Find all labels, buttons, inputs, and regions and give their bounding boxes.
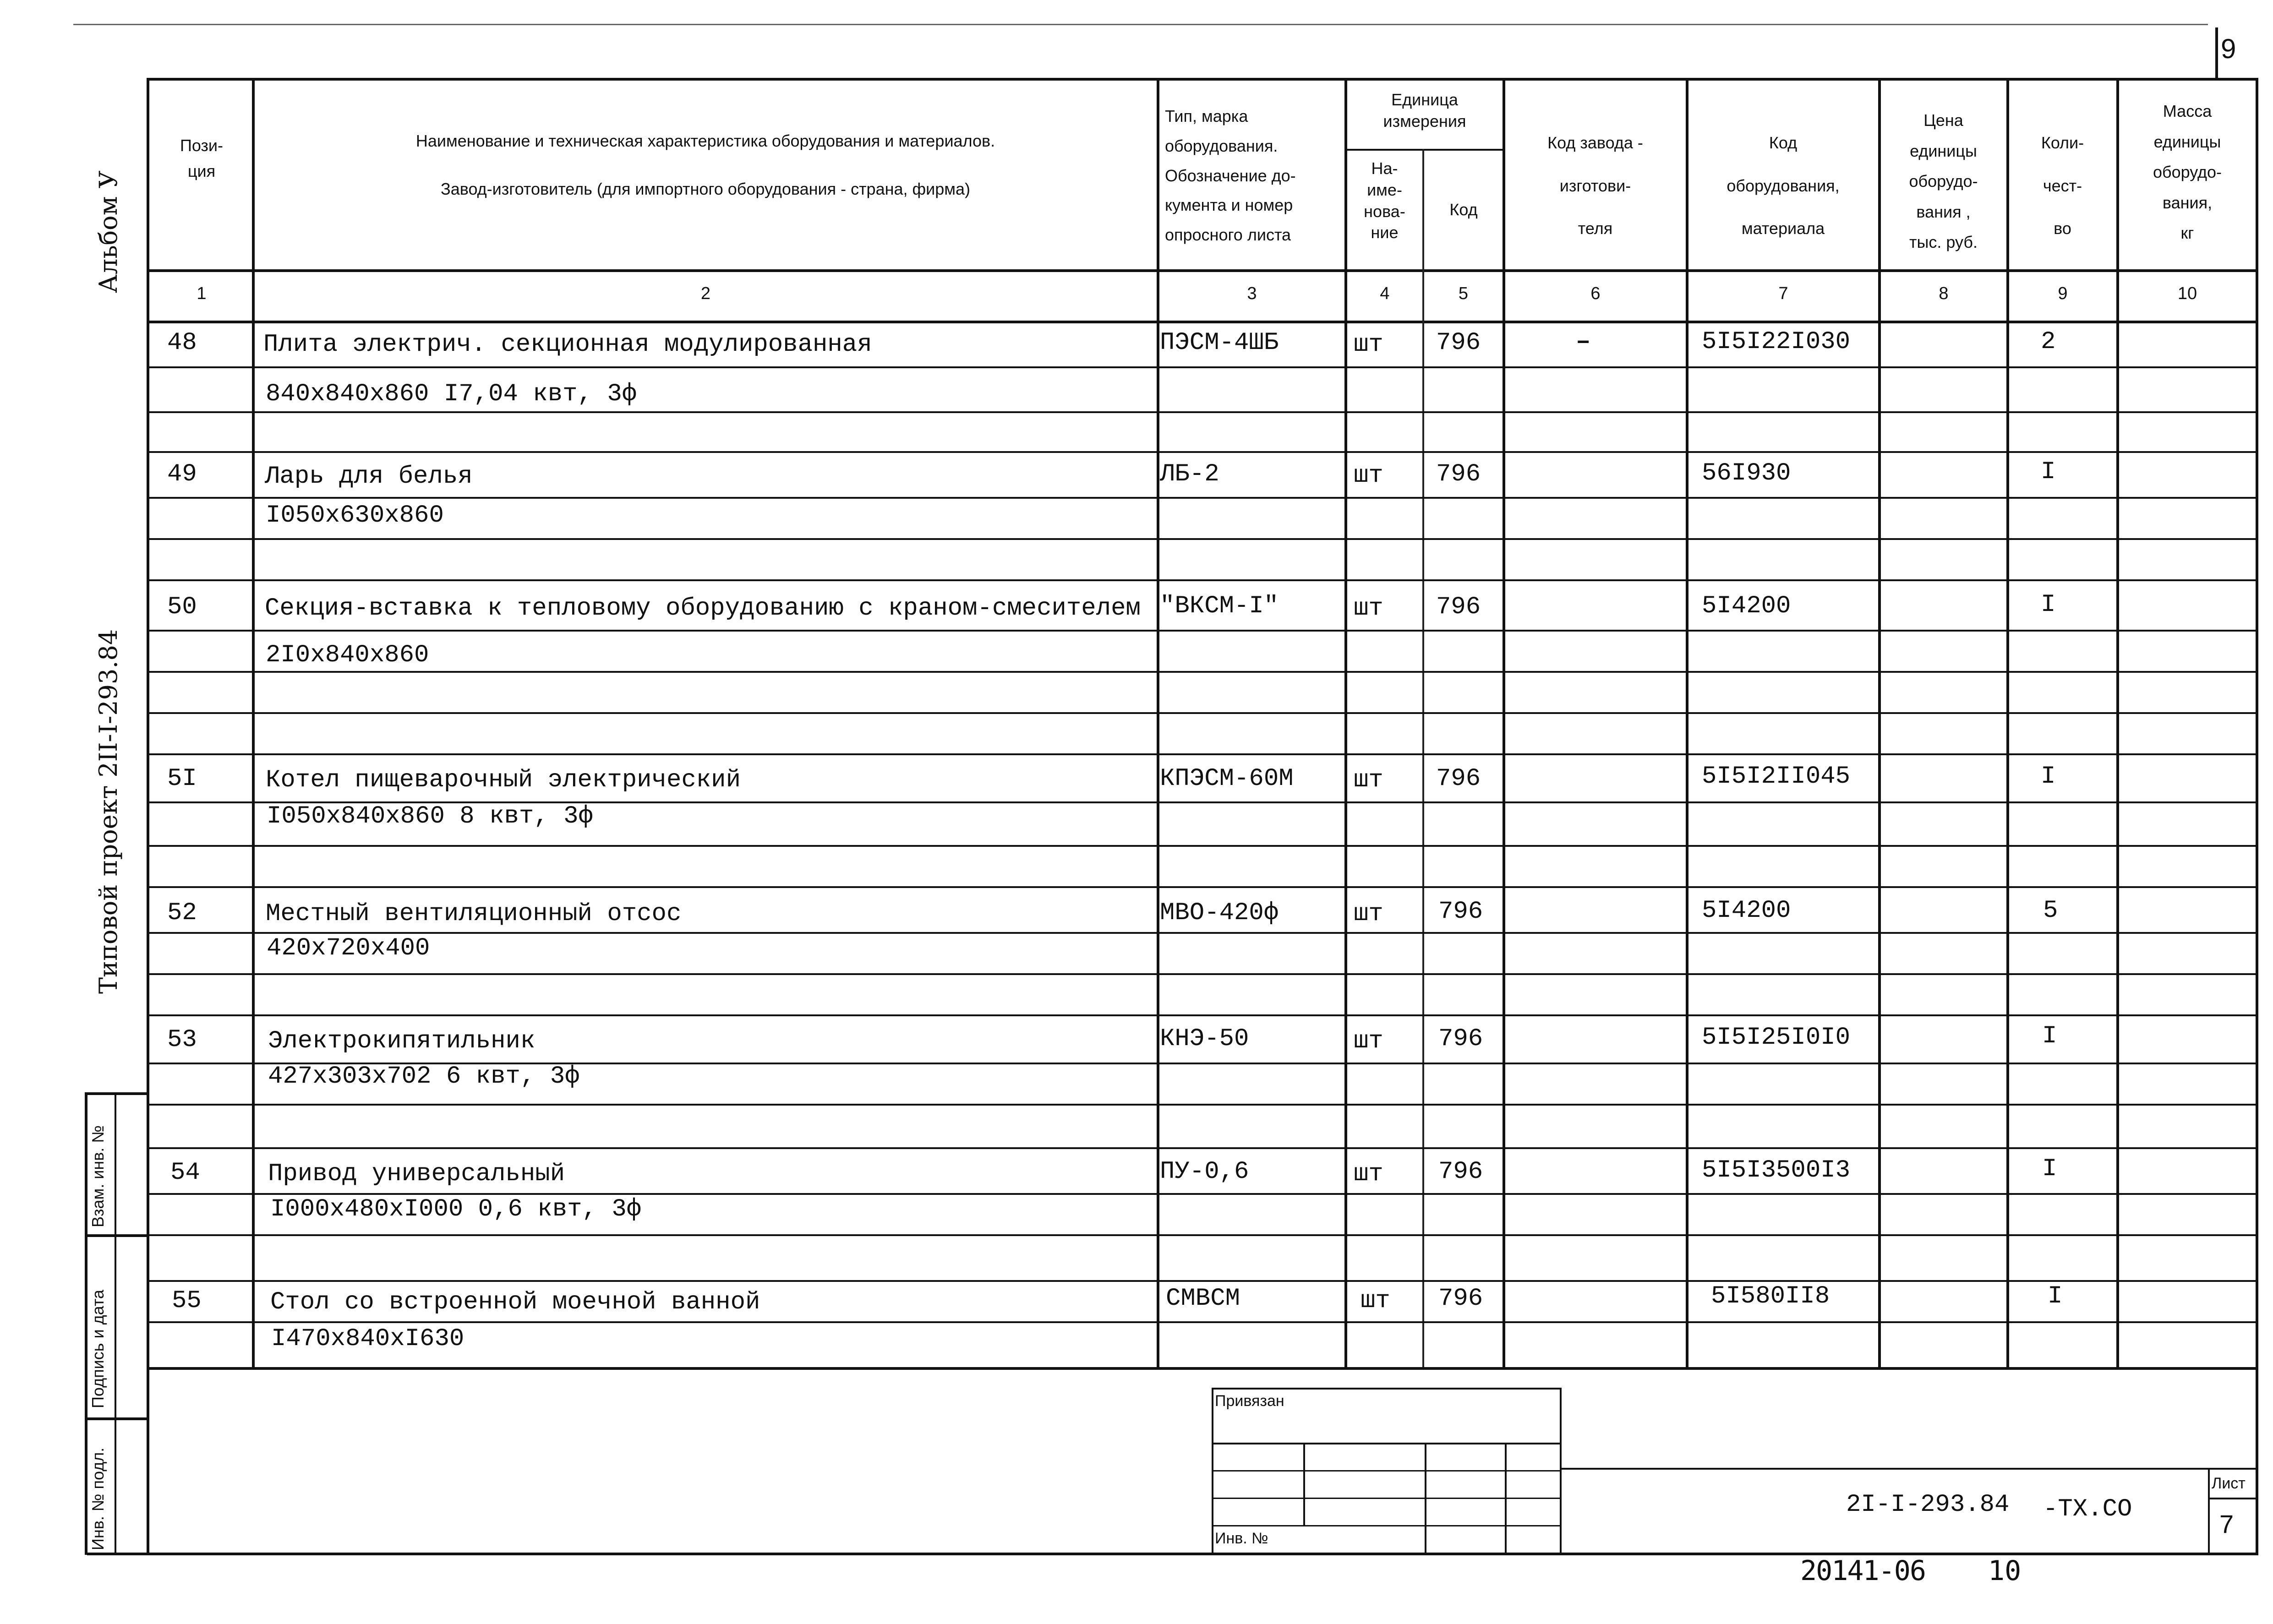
col-number: 6 <box>1590 284 1601 303</box>
page-number-top: 9 <box>2221 33 2236 64</box>
row-52-unit: шт <box>1354 900 1383 928</box>
row-54-equip: 5I5I3500I3 <box>1702 1156 1851 1184</box>
row-51-name: Котел пищеварочный электрический <box>266 766 741 794</box>
left-border <box>147 78 149 1555</box>
col-number: 9 <box>2058 284 2068 303</box>
row-50-spec: 2I0х840х860 <box>266 641 429 669</box>
row-line <box>147 753 2258 755</box>
row-54-name: Привод универсальный <box>268 1160 565 1188</box>
right-border <box>2256 78 2258 1555</box>
row-50-qty: I <box>2041 591 2056 619</box>
row-line <box>147 845 2258 847</box>
row-52-pos: 52 <box>167 899 197 927</box>
header-unit-code: Код <box>1449 200 1478 219</box>
col-number: 4 <box>1380 284 1390 303</box>
col-number: 7 <box>1778 284 1788 303</box>
row-55-code: 796 <box>1438 1285 1483 1313</box>
row-49-pos: 49 <box>167 460 197 488</box>
archive-number: 20141-06 <box>1800 1555 1925 1587</box>
row-53-unit: шт <box>1354 1027 1383 1055</box>
col-divider-7 <box>1878 78 1881 1369</box>
col-divider-3 <box>1344 78 1347 1369</box>
stamp-label-inv: Инв. № подл. <box>88 1447 107 1550</box>
header-pos: Пози- ция <box>180 136 224 180</box>
row-line <box>147 451 2258 453</box>
header-bottom-line <box>147 269 2258 272</box>
col-number: 3 <box>1247 284 1257 303</box>
table-bottom-line <box>147 1367 2258 1370</box>
row-55-equip: 5I580II8 <box>1711 1282 1830 1310</box>
privyazan-line-4 <box>1212 1525 1560 1526</box>
row-54-qty: I <box>2042 1155 2057 1183</box>
row-49-qty: I <box>2041 458 2056 486</box>
row-52-spec: 420х720х400 <box>267 934 430 962</box>
row-50-code: 796 <box>1436 593 1481 621</box>
header-type: Тип, марка оборудования. Обозначение до- кумента и номер опросного листа <box>1165 107 1296 245</box>
header-name-line1: Наименование и техническая характеристика оборудования и материалов. <box>415 131 995 150</box>
row-line <box>147 712 2258 714</box>
row-55-qty: I <box>2048 1282 2063 1310</box>
row-50-equip: 5I4200 <box>1702 592 1791 620</box>
row-48-factory: – <box>1576 328 1591 356</box>
project-label: Типовой проект 2II-I-293.84 <box>94 629 123 994</box>
row-51-code: 796 <box>1436 765 1481 793</box>
row-line <box>147 1147 2258 1149</box>
row-52-code: 796 <box>1438 898 1483 926</box>
row-55-pos: 55 <box>172 1287 202 1315</box>
row-line <box>147 1104 2258 1106</box>
col-divider-4 <box>1422 149 1424 1369</box>
sheet-box-left <box>2208 1468 2210 1555</box>
header-mass: Масса единицы оборудо- вания, кг <box>2153 102 2222 243</box>
row-line <box>147 1280 2258 1282</box>
doc-suffix: -ТХ.СО <box>2043 1495 2132 1523</box>
row-48-spec: 840х840х860 I7,04 квт, 3ф <box>266 380 637 408</box>
row-51-unit: шт <box>1354 766 1383 794</box>
privyazan-vline-1 <box>1303 1443 1305 1525</box>
row-53-type: КНЭ-50 <box>1160 1025 1249 1053</box>
row-49-spec: I050х630х860 <box>266 501 444 529</box>
row-49-unit: шт <box>1354 462 1383 490</box>
row-48-pos: 48 <box>167 329 197 357</box>
album-label: Альбом У <box>94 170 123 293</box>
row-48-qty: 2 <box>2041 328 2056 356</box>
col-divider-6 <box>1686 78 1688 1369</box>
row-line <box>147 579 2258 581</box>
row-48-name: Плита электрич. секционная модулированная <box>263 331 872 359</box>
col-number: 10 <box>2177 284 2197 303</box>
header-factory-code: Код завода - изготови- теля <box>1547 133 1643 238</box>
row-54-unit: шт <box>1354 1160 1383 1188</box>
col-number: 5 <box>1458 284 1469 303</box>
row-52-type: МВО-420ф <box>1160 899 1279 927</box>
header-name-line2: Завод-изготовитель (для импортного оборудования - страна, фирма) <box>440 180 971 198</box>
privyazan-line-3 <box>1212 1498 1560 1499</box>
row-line <box>147 497 2258 499</box>
sheet-label: Лист <box>2212 1475 2246 1492</box>
row-55-spec: I470х840хI630 <box>271 1325 464 1353</box>
row-54-pos: 54 <box>170 1159 200 1187</box>
col-number: 8 <box>1939 284 1949 303</box>
privyazan-box-top <box>1212 1388 1560 1390</box>
header-price: Цена единицы оборудо- вания , тыс. руб. <box>1909 111 1978 252</box>
row-48-equip: 5I5I22I030 <box>1702 328 1851 356</box>
row-52-qty: 5 <box>2043 897 2058 925</box>
col-divider-1 <box>252 78 255 1369</box>
row-55-type: СМВСМ <box>1166 1285 1240 1313</box>
page-number-box-line <box>2215 27 2218 80</box>
row-line <box>147 671 2258 673</box>
row-line <box>147 538 2258 540</box>
row-50-type: "ВКСМ-I" <box>1160 592 1279 620</box>
title-block-top <box>1560 1468 2258 1470</box>
row-line <box>147 1193 2258 1195</box>
privyazan-vline-2 <box>1425 1443 1426 1553</box>
row-49-type: ЛБ-2 <box>1160 460 1219 488</box>
row-54-spec: I000х480хI000 0,6 квт, 3ф <box>270 1195 642 1223</box>
top-border <box>147 78 2258 81</box>
stamp-col-sep2 <box>85 1417 149 1420</box>
row-51-equip: 5I5I2II045 <box>1702 763 1851 790</box>
colnum-bottom-line <box>147 321 2258 323</box>
bottom-border <box>87 1553 2258 1555</box>
row-51-pos: 5I <box>167 765 197 793</box>
col-divider-2 <box>1157 78 1159 1369</box>
row-line <box>147 411 2258 413</box>
row-53-pos: 53 <box>167 1026 197 1054</box>
top-margin-line <box>73 24 2208 25</box>
row-line <box>147 886 2258 888</box>
row-line <box>147 973 2258 975</box>
header-qty: Коли- чест- во <box>2041 133 2084 238</box>
row-53-name: Электрокипятильник <box>268 1027 535 1055</box>
row-54-type: ПУ-0,6 <box>1160 1158 1249 1186</box>
privyazan-line-1 <box>1212 1443 1560 1444</box>
privyazan-label: Привязан <box>1215 1392 1284 1410</box>
stamp-label-vzam: Взам. инв. № <box>88 1125 107 1227</box>
inv-label: Инв. № <box>1215 1530 1268 1547</box>
row-line <box>147 1321 2258 1323</box>
row-53-code: 796 <box>1438 1025 1483 1053</box>
footer-page: 10 <box>1988 1555 2022 1587</box>
row-53-qty: I <box>2042 1022 2057 1050</box>
row-line <box>147 1234 2258 1236</box>
row-52-equip: 5I4200 <box>1702 897 1791 925</box>
stamp-col-left <box>85 1092 87 1555</box>
row-51-type: КПЭСМ-60М <box>1160 765 1294 793</box>
col-number: 2 <box>700 284 711 303</box>
header-equip-code: Код оборудования, материала <box>1727 133 1840 238</box>
row-48-code: 796 <box>1436 329 1481 357</box>
col-divider-9 <box>2116 78 2119 1369</box>
privyazan-box-right <box>1560 1388 1562 1553</box>
row-55-name: Стол со встроенной моечной ванной <box>270 1288 760 1316</box>
row-51-spec: I050х840х860 8 квт, 3ф <box>267 802 593 830</box>
row-line <box>147 366 2258 368</box>
col-divider-8 <box>2006 78 2009 1369</box>
row-line <box>147 1014 2258 1016</box>
stamp-col-sep1 <box>85 1234 149 1237</box>
row-50-name: Секция-вставка к тепловому оборудованию с краном-смесителем <box>265 594 1141 622</box>
col-divider-5 <box>1503 78 1505 1369</box>
row-54-code: 796 <box>1438 1158 1483 1186</box>
row-52-name: Местный вентиляционный отсос <box>266 900 682 928</box>
row-53-equip: 5I5I25I0I0 <box>1702 1024 1851 1052</box>
row-49-name: Ларь для белья <box>265 463 473 490</box>
privyazan-line-2 <box>1212 1470 1560 1471</box>
stamp-label-podpis: Подпись и дата <box>88 1290 107 1408</box>
row-53-spec: 427х303х702 6 квт, 3ф <box>268 1063 580 1090</box>
privyazan-vline-3 <box>1505 1443 1507 1553</box>
row-50-unit: шт <box>1354 594 1383 622</box>
row-50-pos: 50 <box>167 593 197 621</box>
header-unit-name: На- име- нова- ние <box>1364 159 1405 242</box>
row-line <box>147 932 2258 934</box>
sheet-box-line <box>2208 1498 2258 1499</box>
row-49-equip: 56I930 <box>1702 459 1791 487</box>
row-line <box>147 630 2258 632</box>
doc-code: 2I-I-293.84 <box>1846 1491 2010 1519</box>
row-48-unit: шт <box>1354 331 1383 359</box>
header-unit: Единица измерения <box>1383 90 1466 131</box>
stamp-col-mid <box>115 1092 116 1555</box>
row-48-type: ПЭСМ-4ШБ <box>1160 329 1279 357</box>
row-49-code: 796 <box>1436 460 1481 488</box>
stamp-col-top <box>85 1092 149 1095</box>
row-55-unit: шт <box>1361 1287 1390 1315</box>
sheet-number: 7 <box>2219 1510 2234 1538</box>
row-51-qty: I <box>2041 763 2056 790</box>
col-number: 1 <box>197 284 207 303</box>
